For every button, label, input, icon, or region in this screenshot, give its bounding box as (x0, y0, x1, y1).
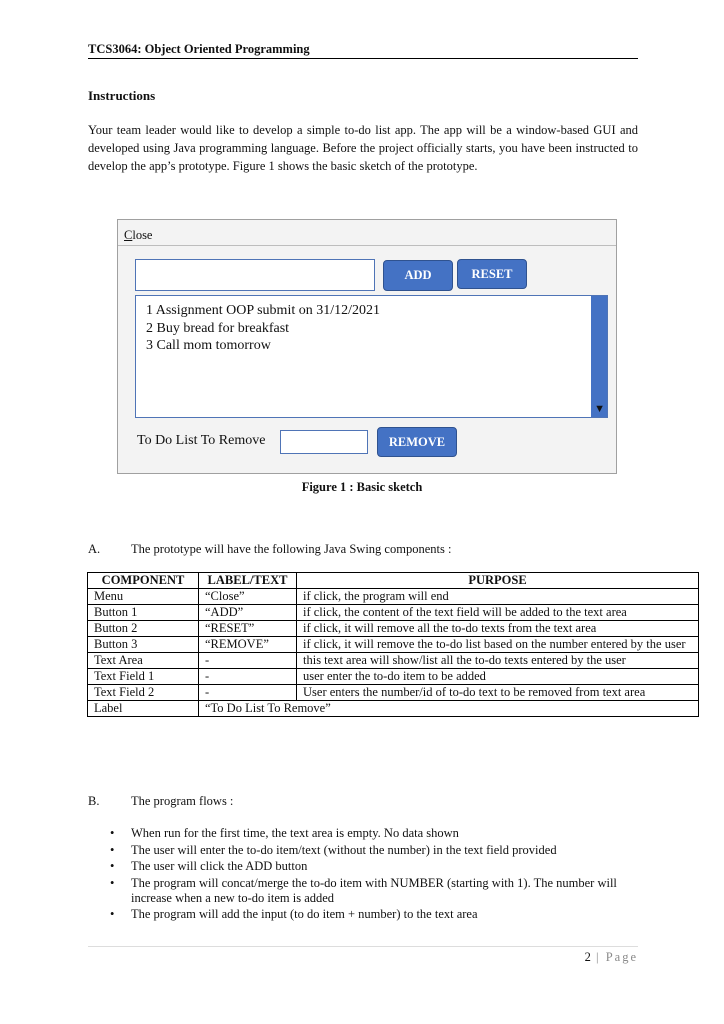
reset-button[interactable]: RESET (457, 259, 527, 289)
todo-line: 1 Assignment OOP submit on 31/12/2021 (146, 303, 381, 318)
footer-divider (88, 946, 638, 947)
page-number-value: 2 (584, 950, 591, 964)
cell-purpose: if click, it will remove the to-do list based on the number entered by the user (297, 637, 699, 653)
cell-purpose: User enters the number/id of to-do text to be removed from text area (297, 685, 699, 701)
cell-label: “REMOVE” (199, 637, 297, 653)
cell-component: Text Area (88, 653, 199, 669)
section-a-number: A. (88, 542, 101, 556)
bullet-icon: • (110, 875, 115, 890)
section-a-text: The prototype will have the following Java Swing components : (131, 542, 452, 556)
list-item-text: When run for the first time, the text area is empty. No data shown (131, 826, 459, 840)
list-item-text: The user will click the ADD button (131, 859, 308, 873)
cell-purpose: if click, the program will end (297, 589, 699, 605)
cell-purpose: user enter the to-do item to be added (297, 669, 699, 685)
program-flow-list (110, 826, 630, 924)
menu-close-mnemonic: C (124, 228, 133, 242)
bullet-icon: • (110, 907, 115, 921)
todo-line: 2 Buy bread for breakfast (146, 320, 290, 336)
table-row (88, 589, 699, 605)
cell-label: - (199, 653, 297, 669)
add-button[interactable]: ADD (383, 260, 453, 291)
column-header: PURPOSE (297, 573, 699, 589)
menu-bar (118, 220, 616, 246)
prototype-window (117, 219, 617, 474)
figure-caption: Figure 1 : Basic sketch (301, 480, 423, 494)
page-word: Page (605, 950, 638, 964)
page-header (88, 42, 638, 59)
section-b-text: The program flows : (131, 794, 234, 808)
list-item (110, 843, 630, 858)
menu-close-rest: lose (132, 228, 153, 242)
cell-purpose: if click, it will remove all the to-do texts from the text area (297, 621, 699, 637)
todo-line: 3 Call mom tomorrow (146, 338, 271, 353)
table-row (88, 669, 699, 685)
todo-text-area[interactable] (135, 295, 608, 418)
scroll-down-arrow-icon[interactable]: ▼ (594, 403, 605, 415)
components-table (87, 572, 699, 717)
table-row (88, 637, 699, 653)
vertical-scrollbar[interactable] (591, 296, 607, 417)
remove-field-label: To Do List To Remove (137, 433, 266, 448)
page-separator: | (590, 950, 606, 964)
table-row (88, 685, 699, 701)
course-title: TCS3064: Object Oriented Programming (88, 42, 310, 56)
cell-component: Button 1 (88, 605, 199, 621)
remove-number-field[interactable] (280, 430, 368, 454)
bullet-icon: • (110, 842, 115, 857)
cell-label: “To Do List To Remove” (199, 701, 699, 717)
cell-label: “ADD” (199, 605, 297, 621)
table-row (88, 605, 699, 621)
column-header: COMPONENT (88, 573, 199, 589)
table-row (88, 701, 699, 717)
cell-component: Text Field 1 (88, 669, 199, 685)
menu-close[interactable] (124, 228, 152, 243)
table-row (88, 621, 699, 637)
table-header-row (88, 573, 699, 589)
list-item (110, 826, 630, 841)
column-header: LABEL/TEXT (199, 573, 297, 589)
cell-label: - (199, 685, 297, 701)
todo-lines (146, 302, 380, 355)
page-number (560, 950, 638, 965)
list-item-text: The user will enter the to-do item/text (without the number) in the text field provided (131, 842, 557, 857)
instructions-paragraph: Your team leader would like to develop a simple to-do list app. The app will be a window-based GUI and developed using Java programming language. Before the project officially starts, you have been instructed to develop the app’s prototype. Figure 1 shows the basic sketch of the prototype. (88, 123, 638, 173)
list-item (110, 876, 630, 906)
cell-purpose: if click, the content of the text field will be added to the text area (297, 605, 699, 621)
list-item-text: The program will concat/merge the to-do item with NUMBER (starting with 1). The number will increase when a new to-do item is added (131, 875, 617, 905)
instructions-heading: Instructions (88, 88, 156, 103)
cell-label: - (199, 669, 297, 685)
cell-component: Button 3 (88, 637, 199, 653)
remove-button[interactable]: REMOVE (377, 427, 457, 457)
cell-component: Text Field 2 (88, 685, 199, 701)
cell-component: Label (88, 701, 199, 717)
bullet-icon: • (110, 826, 115, 840)
list-item (110, 859, 630, 874)
todo-input-field[interactable] (135, 259, 375, 291)
cell-purpose: this text area will show/list all the to-do texts entered by the user (297, 653, 699, 669)
cell-component: Menu (88, 589, 199, 605)
cell-label: “RESET” (199, 621, 297, 637)
table-row (88, 653, 699, 669)
bullet-icon: • (110, 859, 115, 873)
cell-component: Button 2 (88, 621, 199, 637)
cell-label: “Close” (199, 589, 297, 605)
section-b-number: B. (88, 794, 100, 808)
list-item (110, 907, 630, 922)
list-item-text: The program will add the input (to do item + number) to the text area (131, 907, 478, 921)
